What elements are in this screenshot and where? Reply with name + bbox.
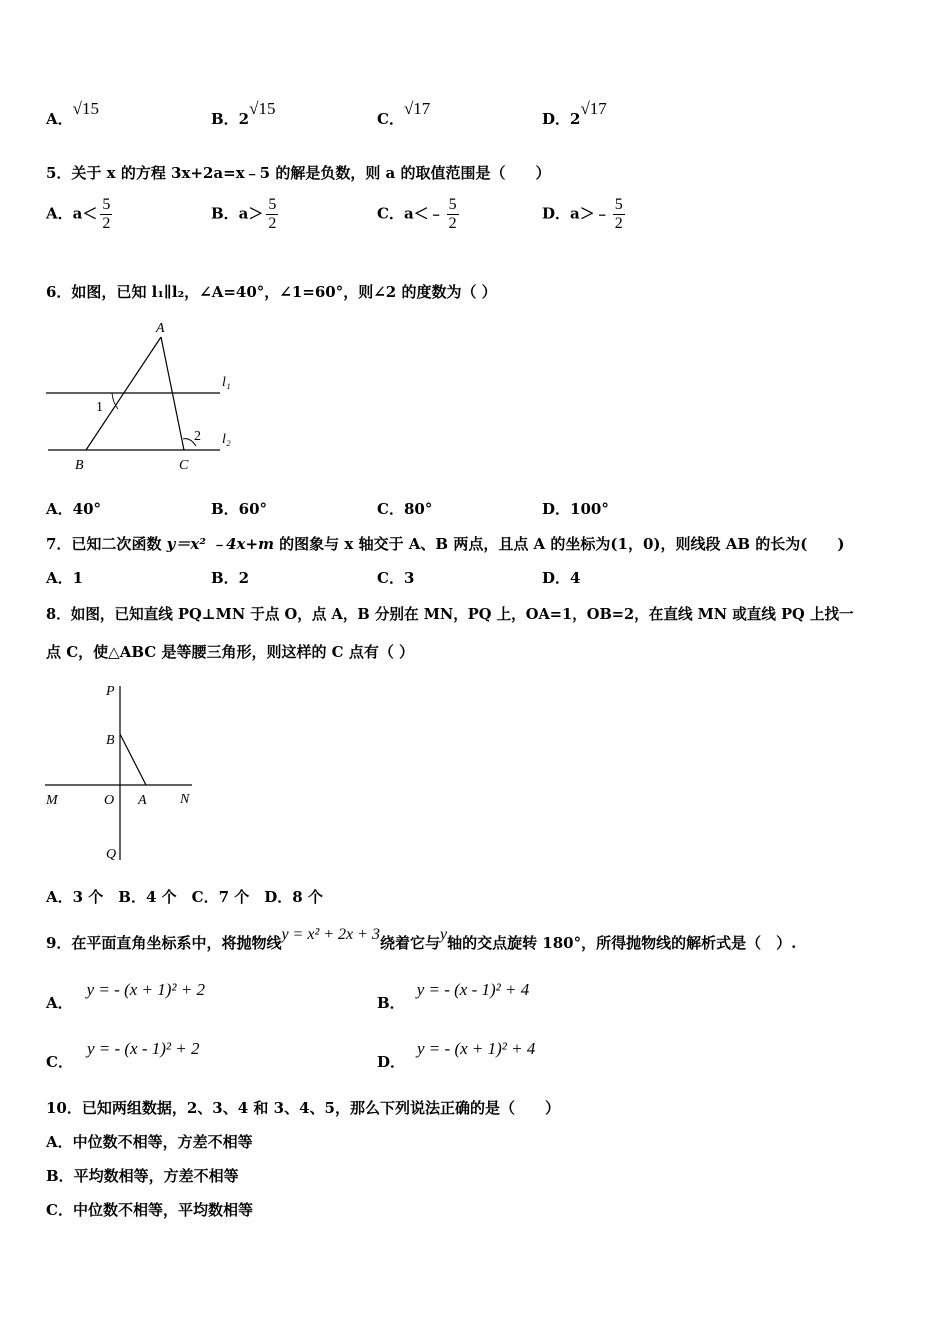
q8-label-n: N — [180, 792, 190, 807]
q10-option-c: C．中位数不相等，平均数相等 — [46, 1201, 253, 1219]
q8-label-m: M — [46, 793, 58, 808]
q9-function: y = x² + 2x + 3 — [281, 926, 380, 943]
q10-stem: 10．已知两组数据，2、3、4 和 3、4、5，那么下列说法正确的是（ ） — [46, 1099, 560, 1117]
q10-option-a: A．中位数不相等，方差不相等 — [46, 1133, 253, 1151]
q8-label-o: O — [104, 793, 115, 808]
q6-option-c: C．80° — [377, 500, 433, 518]
q8-label-p: P — [106, 684, 115, 699]
q6-option-d: D．100° — [542, 500, 609, 518]
q6-figure — [40, 315, 250, 475]
q8-figure — [40, 678, 200, 864]
q4-option-a-value: √15 — [72, 99, 99, 118]
q5-option-a: A．a＜ $\frac{5}{2}$ — [46, 196, 111, 232]
q9-option-d-expr: y = - (x + 1)² + 4 — [417, 1039, 536, 1058]
q8-label-q: Q — [106, 847, 117, 862]
q6-stem: 6．如图，已知 l₁∥l₂，∠A=40°，∠1=60°，则∠2 的度数为（ ） — [46, 283, 497, 301]
q6-label-c: C — [179, 458, 189, 473]
q10-option-b: B．平均数相等，方差不相等 — [46, 1167, 239, 1185]
q9-option-d: D．y = - (x + 1)² + 4 — [377, 1039, 536, 1071]
q7-option-d: D．4 — [542, 569, 581, 587]
q6-option-b: B．60° — [211, 500, 268, 518]
q6-option-a: A．40° — [46, 500, 102, 518]
q8-segment-ab — [120, 734, 146, 785]
q6-label-angle2: 2 — [194, 429, 201, 444]
q4-option-a: A．√15 — [46, 99, 99, 128]
q4-option-b-value: √15 — [249, 99, 276, 118]
q8-stem-line2: 点 C，使△ABC 是等腰三角形，则这样的 C 点有（ ） — [46, 643, 415, 661]
q9-option-a: A．y = - (x + 1)² + 2 — [46, 980, 205, 1012]
q6-label-l2: l₂ — [222, 432, 231, 447]
q9-option-b: B．y = - (x - 1)² + 4 — [377, 980, 530, 1012]
q7-option-c: C．3 — [377, 569, 415, 587]
q8-stem-line1: 8．如图，已知直线 PQ⊥MN 于点 O，点 A，B 分别在 MN，PQ 上，OA=1，OB=2，在直线 MN 或直线 PQ 上找一 — [46, 606, 854, 623]
q6-label-angle1: 1 — [96, 400, 103, 415]
q4-option-c-value: √17 — [403, 99, 431, 118]
q6-label-b: B — [75, 458, 84, 473]
q8-options: A．3 个 B．4 个 C．7 个 D．8 个 — [46, 888, 323, 906]
q4-option-d-value: √17 — [580, 99, 607, 118]
q9-option-c: C．y = - (x - 1)² + 2 — [46, 1039, 200, 1071]
q4-option-d: D．2√17 — [542, 99, 607, 128]
q8-label-a: A — [138, 793, 147, 808]
q7-option-b: B．2 — [211, 569, 250, 587]
q5-option-d: D．a＞﹣ $\frac{5}{2}$ — [542, 196, 623, 232]
q9-option-c-expr: y = - (x - 1)² + 2 — [86, 1039, 200, 1058]
q8-label-b: B — [106, 733, 115, 748]
q6-label-a: A — [156, 321, 165, 336]
q9-stem: 9．在平面直角坐标系中，将抛物线y = x² + 2x + 3绕着它与y轴的交点旋转 180°，所得抛物线的解析式是（ ）. — [46, 926, 797, 952]
q5-option-c: C．a＜﹣ $\frac{5}{2}$ — [377, 196, 457, 232]
q4-option-b: B．2√15 — [211, 99, 276, 128]
q7-function: y＝x² ﹣4x+m — [166, 535, 274, 553]
q4-option-c: C．√17 — [377, 99, 431, 128]
q9-option-b-expr: y = - (x - 1)² + 4 — [416, 980, 530, 999]
q5-stem: 5．关于 x 的方程 3x+2a=x﹣5 的解是负数，则 a 的取值范围是（ ） — [46, 164, 551, 182]
q9-option-a-expr: y = - (x + 1)² + 2 — [86, 980, 205, 999]
q5-option-b: B．a＞ $\frac{5}{2}$ — [211, 196, 277, 232]
q9-axis: y — [439, 926, 448, 943]
q6-label-l1: l₁ — [222, 375, 231, 390]
q7-stem: 7．已知二次函数 y＝x² ﹣4x+m 的图象与 x 轴交于 A、B 两点，且点 A 的坐标为(1，0)，则线段 AB 的长为( ) — [46, 535, 845, 553]
q7-option-a: A．1 — [46, 569, 84, 587]
